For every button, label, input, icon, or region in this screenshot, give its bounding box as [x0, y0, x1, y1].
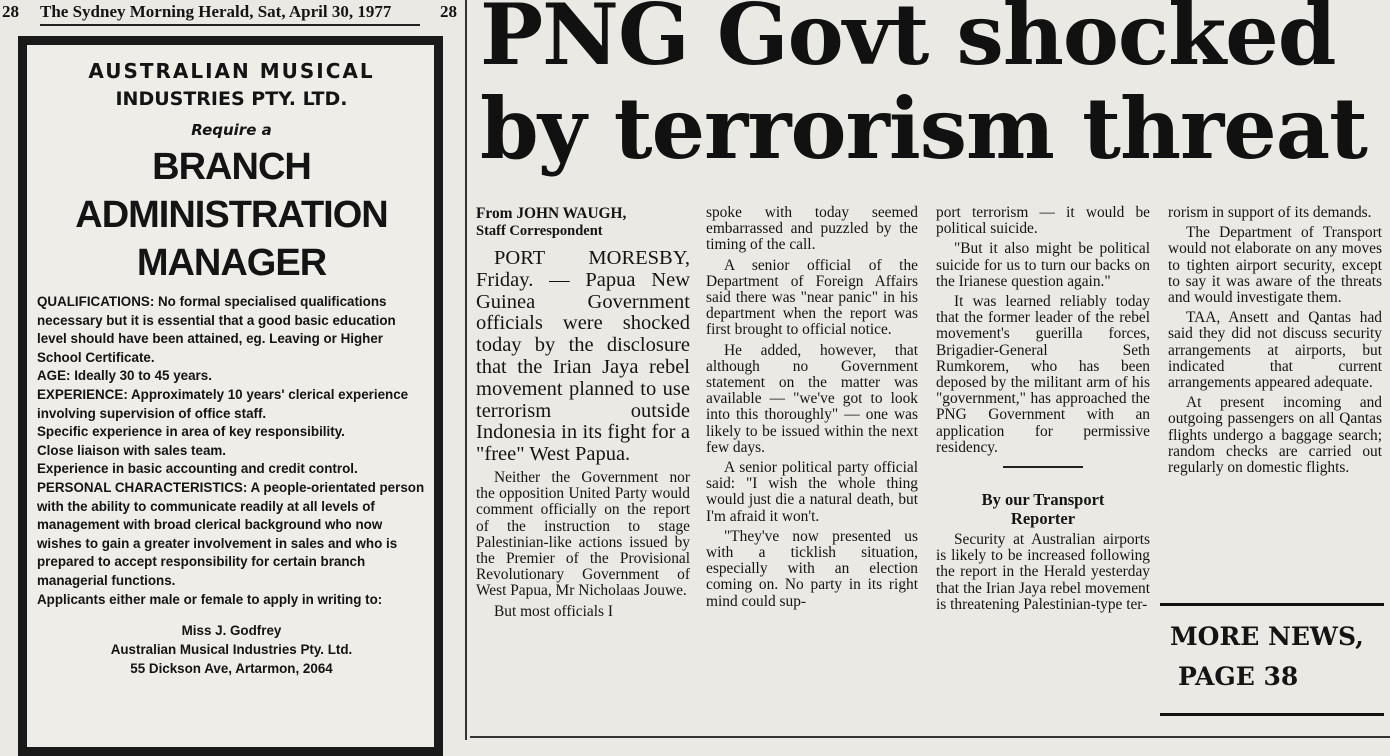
section-divider — [1003, 466, 1083, 468]
article-paragraph: A senior official of the Department of Foreign Affairs said there was "near panic" in his department when the report was first brought to official notice. — [706, 256, 918, 339]
ad-role-line3: MANAGER — [136, 242, 327, 284]
article-paragraph: spoke with today seemed embarrassed and puzzled by the timing of the call. — [706, 204, 918, 254]
page-number-right: 28 — [440, 2, 457, 21]
article-paragraph: Security at Australian airports is likely to be increased following the report in the Herald yesterday that the Irian Jaya rebel movement is threatening Palestinian-type ter- — [936, 531, 1150, 613]
ad-role-line2: ADMINISTRATION — [75, 194, 388, 236]
article-paragraph: A senior political party official said: "I wish the whole thing would just die a natural death, but I'm afraid it won't. — [706, 459, 918, 525]
subhead — [936, 490, 1150, 528]
subhead-line1: By our Transport — [981, 490, 1105, 510]
ad-apply: Applicants either male or female to apply in writing to: — [37, 591, 383, 607]
article-column-2 — [706, 205, 918, 610]
ad-contact-address: 55 Dickson Ave, Artarmon, 2064 — [130, 661, 333, 677]
masthead — [0, 0, 470, 24]
ad-qualifications: QUALIFICATIONS: No formal specialised qualifications necessary but it is essential that a good basic education level should have been attained, eg. Leaving or Higher School Certificate. — [37, 294, 396, 365]
more-news-label: MORE NEWS, — [1170, 622, 1364, 651]
article-paragraph: At present incoming and outgoing passengers on all Qantas flights undergo a baggage search; random checks are carried out regularly on domestic flights. — [1168, 394, 1382, 477]
article-paragraph: He added, however, that although no Government statement on the matter was available — "we've got to look into this thoroughly" — one was likely to be issued within the next few days. — [706, 341, 918, 456]
article-column-3 — [936, 205, 1150, 613]
ad-contact-company: Australian Musical Industries Pty. Ltd. — [110, 642, 353, 658]
article-paragraph: It was learned reliably today that the former leader of the rebel movement's guerilla forces, Brigadier-General Seth Rumkorem, who has been deposed by the militant arm of his "government," has approached the PNG Government with an application for permissive residency. — [936, 293, 1150, 456]
ad-personal: PERSONAL CHARACTERISTICS: A people-orientated person with the ability to communicate readily at all levels of management with broad clerical background who now wishes to gain a greater involvement in sales and who is prepared to accept responsibility for certain branch managerial functions. — [37, 479, 425, 588]
ad-body — [37, 293, 426, 609]
ad-role-title — [37, 143, 426, 287]
ad-company-line2: INDUSTRIES PTY. LTD. — [115, 88, 348, 110]
article-paragraph: port terrorism — it would be political suicide. — [936, 204, 1150, 238]
article-column-4 — [1168, 205, 1382, 476]
byline — [476, 205, 690, 240]
article-headline: PNG Govt shocked by terrorism threat — [480, 0, 1367, 178]
ad-experience: EXPERIENCE: Approximately 10 years' clerical experience involving supervision of office staff. — [37, 386, 409, 421]
article-paragraph: "They've now presented us with a ticklish situation, especially with an election coming on. No party in its right mind could sup- — [706, 527, 918, 610]
article-paragraph: The Department of Transport would not elaborate on any moves to tighten airport security, except to say it was aware of the threats and would investigate them. — [1168, 224, 1382, 307]
more-news-page: PAGE 38 — [1178, 662, 1299, 691]
job-advertisement — [18, 36, 443, 756]
ad-contact — [37, 621, 426, 678]
page-number-left: 28 — [2, 2, 19, 21]
article-paragraph: Neither the Government nor the opposition United Party would comment officially on the report of the instruction to stage Palestinian-like actions issued by the Premier of the Provisional Revolutionary Government of West Papua, Mr Nicholaas Jouwe. — [476, 468, 690, 600]
article-paragraph: rorism in support of its demands. — [1168, 204, 1372, 221]
ad-experience-line2: Specific experience in area of key responsibility. — [37, 424, 345, 440]
ad-experience-line4: Experience in basic accounting and credit control. — [37, 461, 358, 477]
article-paragraph: "But it also might be political suicide for us to turn our backs on the Irianese question again." — [936, 240, 1150, 290]
ad-contact-name: Miss J. Godfrey — [181, 623, 282, 639]
article-lead: PORT MORESBY, Friday. — Papua New Guinea Government officials were shocked today by the disclosure that the Irian Jaya rebel movement planned to use terrorism outside Indonesia in its fight for a "free" West Papua. — [476, 247, 690, 466]
masthead-title: The Sydney Morning Herald, Sat, April 30, 1977 — [40, 2, 420, 26]
article-column-1 — [476, 205, 690, 620]
more-news-box — [1160, 603, 1384, 716]
byline-role: Staff Correspondent — [476, 223, 603, 239]
ad-experience-line3: Close liaison with sales team. — [37, 442, 227, 458]
article-paragraph: But most officials I — [494, 602, 613, 620]
ad-company-line1: AUSTRALIAN MUSICAL — [88, 59, 375, 83]
column-divider — [465, 0, 467, 740]
ad-age: AGE: Ideally 30 to 45 years. — [37, 368, 212, 384]
bottom-rule — [470, 736, 1390, 738]
ad-require: Require a — [191, 121, 272, 139]
subhead-line2: Reporter — [1010, 509, 1076, 529]
byline-author: From JOHN WAUGH, — [476, 205, 627, 222]
ad-role-line1: BRANCH — [152, 146, 311, 188]
article-paragraph: TAA, Ansett and Qantas had said they did not discuss security arrangements at airports, but indicated that current arrangements appeared adequate. — [1168, 309, 1382, 392]
